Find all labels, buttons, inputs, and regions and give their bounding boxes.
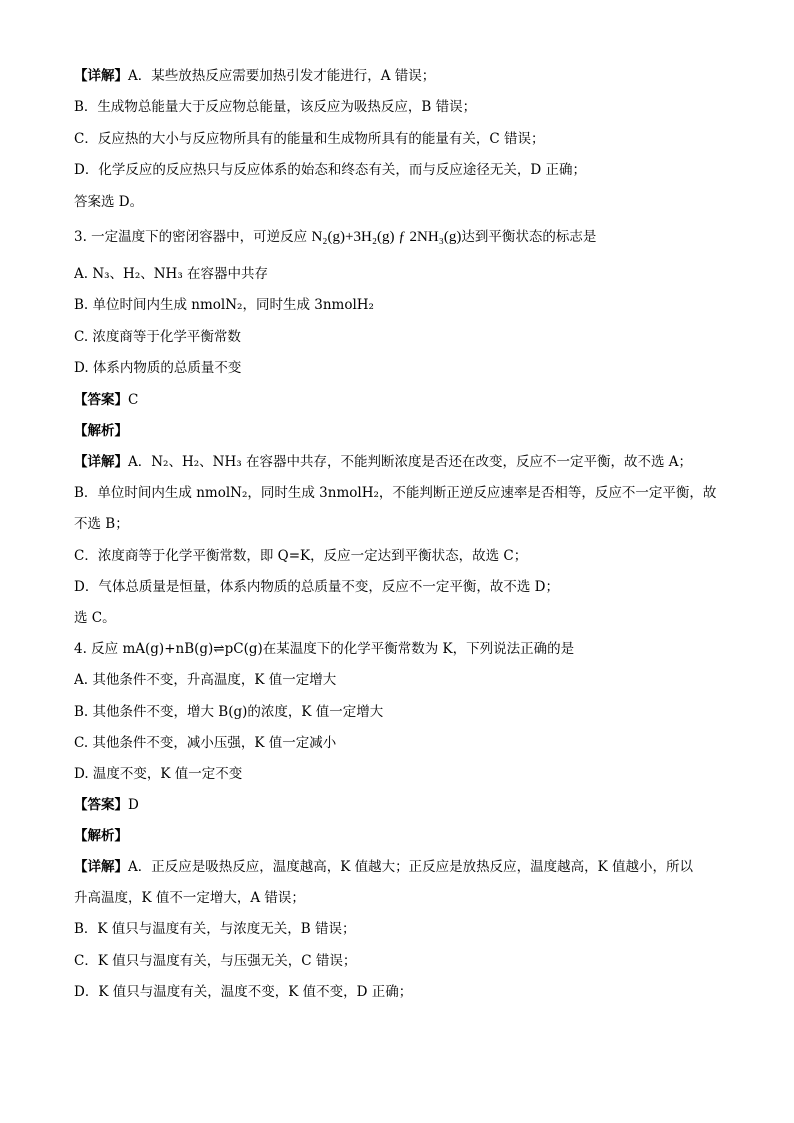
analysis-label: 【解析】 bbox=[74, 828, 128, 844]
line-text: A．正反应是吸热反应，温度越高，K 值越大；正反应是放热反应，温度越高，K 值越小，所以 bbox=[128, 859, 694, 875]
line-text: A．某些放热反应需要加热引发才能进行，A 错误； bbox=[128, 68, 436, 84]
line-text: A．N₂、H₂、NH₃ 在容器中共存，不能判断浓度是否还在改变，反应不一定平衡，故不选 A； bbox=[128, 454, 692, 470]
answer-conclusion bbox=[74, 608, 724, 628]
analysis-heading bbox=[74, 826, 724, 846]
option-c bbox=[74, 733, 724, 753]
line-text: A. N₃、H₂、NH₃ 在容器中共存 bbox=[74, 266, 269, 282]
line-text: D．K 值只与温度有关，温度不变，K 值不变，D 正确； bbox=[74, 984, 413, 1000]
answer-label: 【答案】 bbox=[74, 392, 128, 408]
line-text: C. 其他条件不变，减小压强，K 值一定减小 bbox=[74, 735, 337, 751]
line-text: C．K 值只与温度有关，与压强无关，C 错误； bbox=[74, 953, 357, 969]
line-text: 达到平衡状态的标志是 bbox=[461, 229, 597, 245]
option-b bbox=[74, 702, 724, 722]
line-text: B. 单位时间内生成 nmolN₂，同时生成 3nmolH₂ bbox=[74, 297, 374, 313]
option-b bbox=[74, 295, 724, 315]
detail-label: 【详解】 bbox=[74, 68, 128, 84]
explanation-line bbox=[74, 857, 724, 877]
explanation-line bbox=[74, 483, 724, 503]
line-text: D．气体总质量是恒量，体系内物质的总质量不变，反应不一定平衡，故不选 D； bbox=[74, 579, 559, 595]
line-text: D. 体系内物质的总质量不变 bbox=[74, 360, 242, 376]
explanation-line bbox=[74, 546, 724, 566]
line-text: C．反应热的大小与反应物所具有的能量和生成物所具有的能量有关，C 错误； bbox=[74, 131, 545, 147]
option-d bbox=[74, 358, 724, 378]
option-a bbox=[74, 670, 724, 690]
answer-line bbox=[74, 795, 724, 815]
explanation-line bbox=[74, 888, 724, 908]
explanation-line bbox=[74, 160, 724, 180]
analysis-label: 【解析】 bbox=[74, 423, 128, 439]
line-text: B．K 值只与温度有关，与浓度无关，B 错误； bbox=[74, 921, 356, 937]
line-text: 3. 一定温度下的密闭容器中，可逆反应 bbox=[74, 229, 312, 245]
explanation-line bbox=[74, 951, 724, 971]
line-text: D. 温度不变，K 值一定不变 bbox=[74, 766, 243, 782]
detail-label: 【详解】 bbox=[74, 859, 128, 875]
detail-label: 【详解】 bbox=[74, 454, 128, 470]
explanation-line bbox=[74, 514, 724, 534]
explanation-line bbox=[74, 982, 724, 1002]
answer-conclusion bbox=[74, 192, 724, 212]
explanation-line bbox=[74, 129, 724, 149]
option-c bbox=[74, 327, 724, 347]
line-text: B．单位时间内生成 nmolN₂，同时生成 3nmolH₂，不能判断正逆反应速率是否相等，反应不一定平衡，故 bbox=[74, 485, 717, 501]
explanation-line bbox=[74, 577, 724, 597]
line-text: 升高温度，K 值不一定增大，A 错误； bbox=[74, 890, 305, 906]
line-text: D．化学反应的反应热只与反应体系的始态和终态有关，而与反应途径无关，D 正确； bbox=[74, 162, 586, 178]
line-text: 答案选 D。 bbox=[74, 194, 144, 210]
answer-value: C bbox=[128, 392, 139, 408]
question-4-stem bbox=[74, 639, 724, 659]
explanation-line bbox=[74, 97, 724, 117]
answer-line bbox=[74, 390, 724, 410]
option-d bbox=[74, 764, 724, 784]
line-text: B. 其他条件不变，增大 B(g)的浓度，K 值一定增大 bbox=[74, 704, 384, 720]
line-text: B．生成物总能量大于反应物总能量，该反应为吸热反应，B 错误； bbox=[74, 99, 477, 115]
line-text: A. 其他条件不变，升高温度，K 值一定增大 bbox=[74, 672, 337, 688]
explanation-line bbox=[74, 452, 724, 472]
line-text: 4. 反应 mA(g)+nB(g)⇌pC(g)在某温度下的化学平衡常数为 K，下列说法正确的是 bbox=[74, 641, 575, 657]
line-text: 不选 B； bbox=[74, 516, 129, 532]
option-a bbox=[74, 264, 724, 284]
explanation-line bbox=[74, 66, 724, 86]
answer-label: 【答案】 bbox=[74, 797, 128, 813]
analysis-heading bbox=[74, 421, 724, 441]
line-text: 选 C。 bbox=[74, 610, 116, 626]
explanation-line bbox=[74, 919, 724, 939]
line-text: C．浓度商等于化学平衡常数，即 Q=K，反应一定达到平衡状态，故选 C； bbox=[74, 548, 528, 564]
reaction-equation: N₂(g)+3H₂(g) ƒ 2NH₃(g) bbox=[311, 229, 462, 245]
question-3-stem bbox=[74, 227, 724, 247]
answer-value: D bbox=[128, 797, 139, 813]
line-text: C. 浓度商等于化学平衡常数 bbox=[74, 329, 241, 345]
